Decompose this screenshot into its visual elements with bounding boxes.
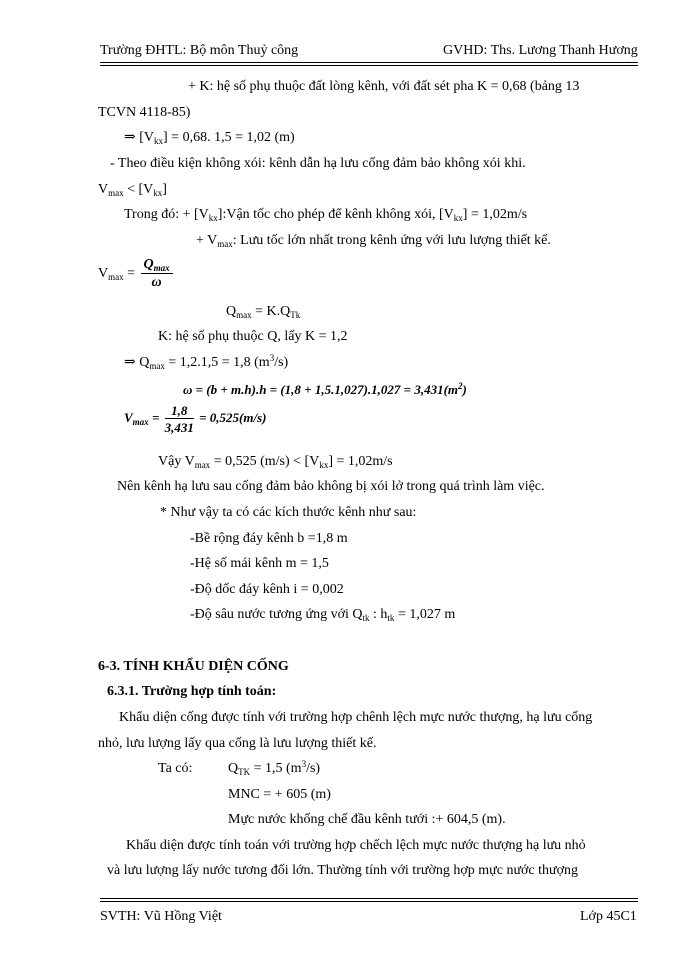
given-control-level: Mực nước khống chế đầu kênh tưới :+ 604,5 (m). — [228, 812, 506, 827]
fraction: $\frac{Q_{max}}{\omega}$ — [141, 258, 173, 290]
body-line-3: ⇒ $[V_{kx}] = 0,68$. 1,5 = 1,02 (m) — [124, 130, 295, 146]
header-rule-2 — [100, 65, 638, 66]
footer-left: SVTH: Vũ Hồng Việt — [100, 909, 222, 924]
body-line-12: * Như vậy ta có các kích thước kênh như sau: — [160, 505, 417, 520]
header-left: Trường ĐHTL: Bộ môn Thuỷ công — [100, 43, 299, 58]
paragraph-1-line-1: Khẩu diện cống được tính với trường hợp chênh lệch mực nước thượng, hạ lưu cống — [119, 710, 593, 725]
list-item-depth: -Độ sâu nước tương ứng với $Q_{tk}$ : $h_{tk} = 1,027$ m — [190, 607, 456, 623]
body-line-10: Vậy $V_{max} = 0,525$ $(m/s) < [V_{kx}] = 1,02m/s$ — [158, 454, 393, 470]
given-qtk: $Q_{TK} = 1,5$ $(m^3/s)$ — [228, 759, 321, 777]
footer-rule-2 — [100, 901, 638, 902]
body-line-5: $V_{max} < [V_{kx}]$ — [98, 182, 167, 198]
footer-right: Lớp 45C1 — [580, 909, 637, 924]
body-line-8: K: hệ số phụ thuộc Q, lấy K = 1,2 — [158, 329, 348, 344]
fraction-vmax: $\frac{1,8}{3,431}$ — [164, 403, 194, 435]
equation-vmax-value: $V_{max}$ = $\frac{1,8}{3,431}$ = 0,525(m/s) — [124, 403, 267, 435]
paragraph-2-line-1: Khẩu diện được tính toán với trường hợp chếch lệch mực nước thượng hạ lưu nhỏ — [126, 838, 586, 853]
body-line-4: - Theo điều kiện không xói: kênh dẫn hạ lưu cống đảm bảo không xói khi. — [110, 156, 526, 171]
equation-qmax: $Q_{max} = K.Q_{Tk}$ — [226, 304, 301, 320]
header-rule — [100, 62, 638, 63]
body-line-7: + $V_{max}$: Lưu tốc lớn nhất trong kênh ứng với lưu lượng thiết kế. — [196, 233, 551, 249]
body-line-9: ⇒ $Q_{max} = 1,2.1,5 = 1,8$ $(m^3/s)$ — [124, 353, 289, 371]
section-heading: 6-3. TÍNH KHẨU DIỆN CỐNG — [98, 659, 289, 674]
paragraph-2-line-2: và lưu lượng lấy nước tương đối lớn. Thường tính với trường hợp mực nước thượng — [107, 863, 579, 878]
list-item-width: -Bề rộng đáy kênh b =1,8 m — [190, 531, 348, 546]
body-line-11: Nên kênh hạ lưu sau cống đảm bảo không bị xói lở trong quá trình làm việc. — [117, 479, 545, 494]
footer-rule — [100, 898, 638, 899]
list-item-slope-coef: -Hệ số mái kênh m = 1,5 — [190, 556, 329, 571]
list-item-bed-slope: -Độ dốc đáy kênh i = 0,002 — [190, 582, 344, 597]
subsection-heading: 6.3.1. Trường hợp tính toán: — [107, 684, 277, 699]
paragraph-1-line-2: nhỏ, lưu lượng lấy qua cống là lưu lượng thiết kế. — [98, 736, 377, 751]
equation-omega: $\omega = (b + m.h).h = (1,8 + 1,5.1,027).1,027 = 3,431(m^2)$ — [183, 381, 467, 397]
given-label: Ta có: — [158, 761, 193, 776]
body-line-1: + K: hệ số phụ thuộc đất lòng kênh, với đất sét pha K = 0,68 (bảng 13 — [188, 79, 580, 94]
body-line-2: TCVN 4118-85) — [98, 105, 191, 120]
body-line-6: Trong đó: + $[V_{kx}]:Vận$ tốc cho phép để kênh không xói, $[V_{kx}] = 1,02m/s$ — [124, 207, 528, 223]
header-right: GVHD: Ths. Lương Thanh Hương — [443, 43, 638, 58]
given-mnc: MNC = + 605 (m) — [228, 787, 331, 802]
equation-vmax: $V_{max}$ = $\frac{Q_{max}}{\omega}$ — [98, 258, 175, 290]
